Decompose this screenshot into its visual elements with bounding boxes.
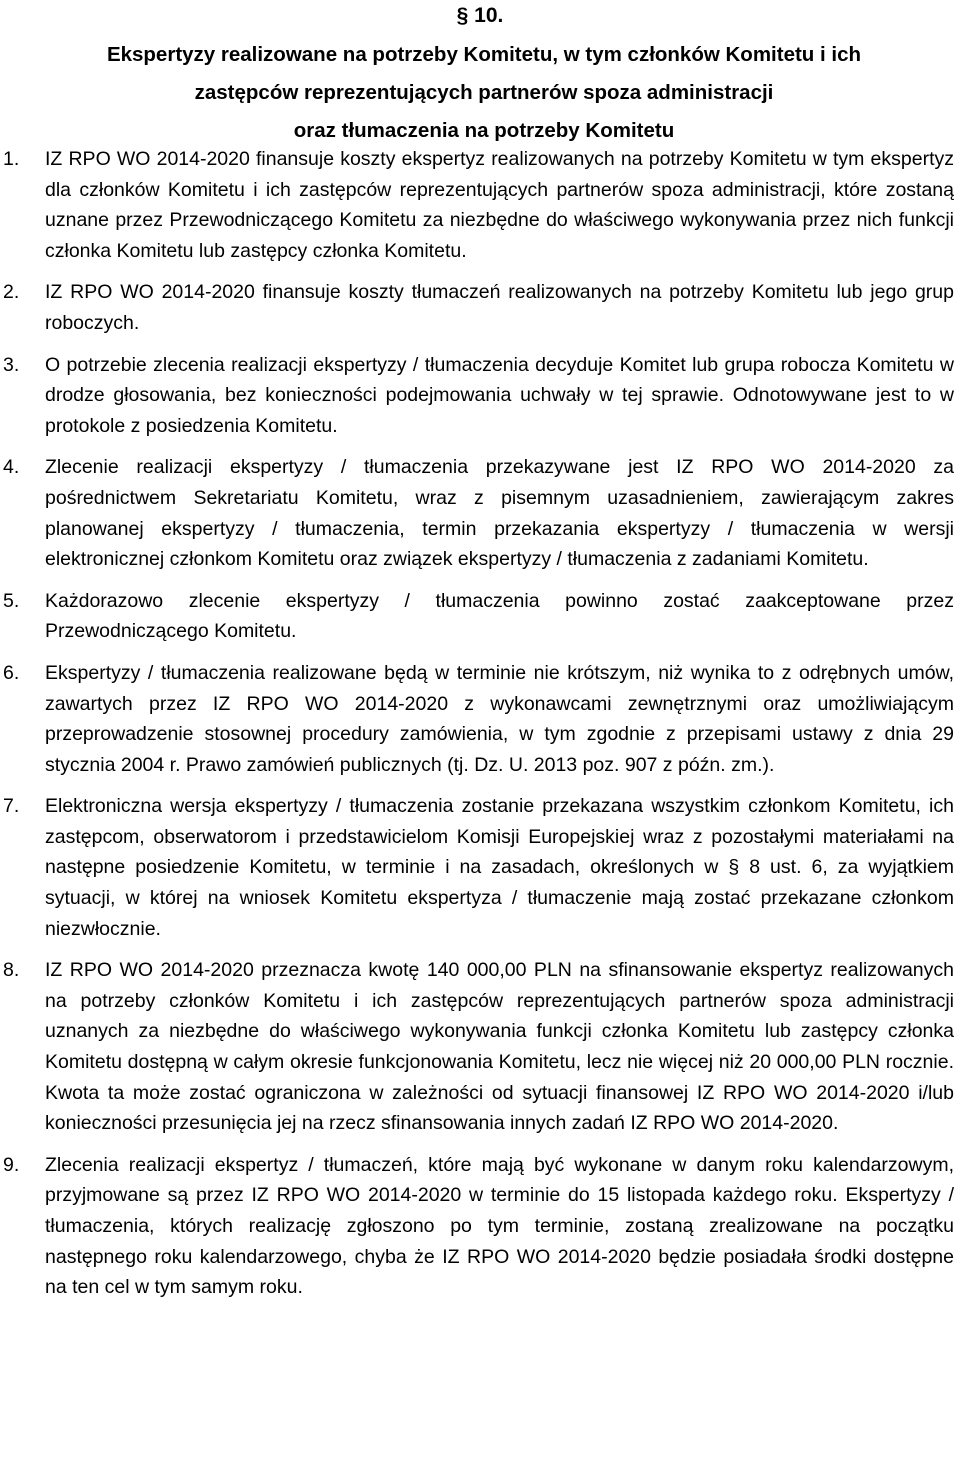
item-text: Ekspertyzy / tłumaczenia realizowane będą w terminie nie krótszym, niż wynika to z odrębnych umów, zawartych przez IZ RPO WO 2014-2020 z wykonawcami zewnętrznymi oraz umożliwiającym przeprowadzenie stosownej procedury zamówienia, w tym zgodnie z przepisami ustawy z dnia 29 stycznia 2004 r. Prawo zamówień publicznych (tj. Dz. U. 2013 poz. 907 z późn. zm.). [45,661,954,776]
item-text: Elektroniczna wersja ekspertyzy / tłumaczenia zostanie przekazana wszystkim członkom Komitetu, ich zastępcom, obserwatorom i przedstawicielom Komisji Europejskiej wraz z pozostałymi materiałami na następne posiedzenie Komitetu, w terminie i na zasadach, określonych w § 8 ust. 6, za wyjątkiem sytuacji, w której na wniosek Komitetu ekspertyza / tłumaczenie mają zostać przekazane członkom niezwłocznie. [45,795,954,940]
item-text: Każdorazowo zlecenie ekspertyzy / tłumaczenia powinno zostać zaakceptowane przez Przewodniczącego Komitetu. [45,589,954,643]
list-item [0,452,960,574]
item-text: IZ RPO WO 2014-2020 finansuje koszty ekspertyz realizowanych na potrzeby Komitetu w tym ekspertyz dla członków Komitetu i ich zastępców reprezentujących partnerów spoza administracji, które zostaną uznane przez Przewodniczącego Komitetu za niezbędne do właściwego wykonywania przez nich funkcji członka Komitetu lub zastępcy członka Komitetu. [45,148,954,262]
item-number: 1. [3,148,20,170]
item-text: Zlecenie realizacji ekspertyzy / tłumaczenia przekazywane jest IZ RPO WO 2014-2020 za pośrednictwem Sekretariatu Komitetu, wraz z pisemnym uzasadnieniem, zawierającym zakres planowanej ekspertyzy / tłumaczenia, termin przekazania ekspertyzy / tłumaczenia w wersji elektronicznej członkom Komitetu oraz związek ekspertyzy / tłumaczenia z zadaniami Komitetu. [45,456,954,571]
item-number: 6. [3,661,20,684]
item-number: 2. [3,281,20,304]
list-item [0,277,960,338]
list-item [0,144,960,266]
item-text: IZ RPO WO 2014-2020 finansuje koszty tłumaczeń realizowanych na potrzeby Komitetu lub jego grup roboczych. [45,281,954,334]
list-item [0,586,960,647]
list-item [0,658,960,780]
item-number: 5. [3,589,20,612]
item-number: 3. [3,353,20,376]
section-number: § 10. [456,4,504,27]
numbered-list [0,144,960,1314]
list-item [0,791,960,944]
item-text: O potrzebie zlecenia realizacji ekspertyzy / tłumaczenia decyduje Komitet lub grupa robocza Komitetu w drodze głosowania, bez konieczności podejmowania uchwały w tej sprawie. Odnotowywane jest to w protokole z posiedzenia Komitetu. [45,353,954,437]
heading-line-2: zastępców reprezentujących partnerów spoza administracji [194,81,774,104]
heading-line-1: Ekspertyzy realizowane na potrzeby Komitetu, w tym członków Komitetu i ich [106,43,862,66]
item-text: Zlecenia realizacji ekspertyz / tłumaczeń, które mają być wykonane w danym roku kalendarzowym, przyjmowane są przez IZ RPO WO 2014-2020 w terminie do 15 listopada każdego roku. Ekspertyzy / tłumaczenia, których realizację zgłoszono po tym terminie, zostaną zrealizowane na początku następnego roku kalendarzowego, chyba że IZ RPO WO 2014-2020 będzie posiadała środki dostępne na ten cel w tym samym roku. [45,1153,954,1299]
list-item [0,350,960,442]
item-number: 7. [3,795,20,818]
list-item [0,955,960,1139]
item-number: 8. [3,959,20,982]
section-heading [14,36,954,150]
item-number: 9. [3,1153,20,1176]
heading-line-3: oraz tłumaczenia na potrzeby Komitetu [293,119,675,142]
item-text: IZ RPO WO 2014-2020 przeznacza kwotę 140 000,00 PLN na sfinansowanie ekspertyz realizowanych na potrzeby członków Komitetu i ich zastępców reprezentujących partnerów spoza administracji uznanych za niezbędne do właściwego wykonywania funkcji członka Komitetu lub zastępcy członka Komitetu dostępną w całym okresie funkcjonowania Komitetu, lecz nie więcej niż 20 000,00 PLN rocznie. Kwota ta może zostać ograniczona w zależności od sytuacji finansowej IZ RPO WO 2014-2020 i/lub konieczności przesunięcia jej na rzecz sfinansowania innych zadań IZ RPO WO 2014-2020. [45,959,954,1135]
item-number: 4. [3,456,20,479]
list-item [0,1150,960,1303]
